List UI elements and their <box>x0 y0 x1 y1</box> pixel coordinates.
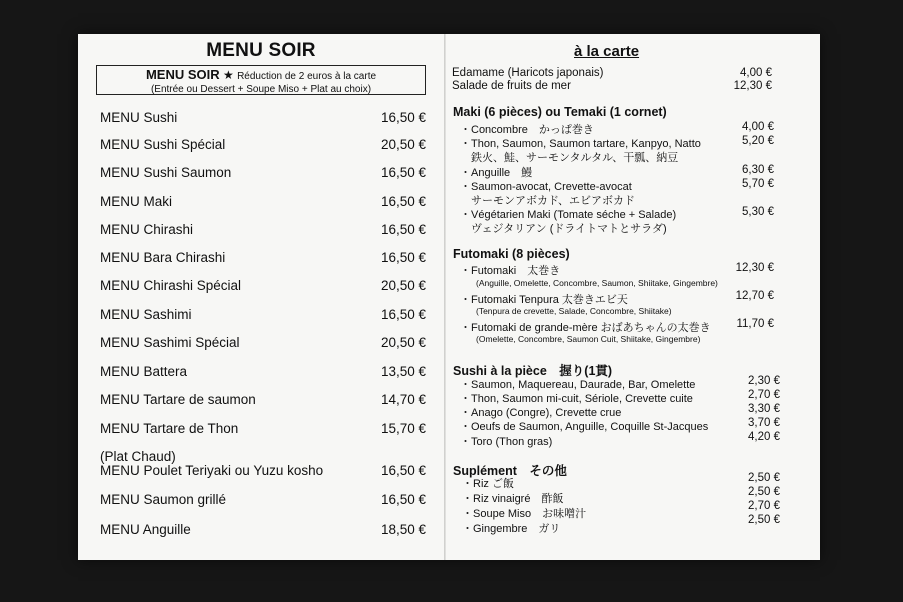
right-page <box>446 34 820 560</box>
item-price: 2,50 € <box>748 486 780 498</box>
promo-box <box>96 65 426 95</box>
item-price: 12,30 € <box>735 262 774 274</box>
menu-item-price: 20,50 € <box>380 278 426 293</box>
section-heading: Suplément その他 <box>453 464 567 478</box>
item-name: ・ Anago (Congre), Crevette crue <box>460 404 621 420</box>
item-price: 4,20 € <box>748 431 780 443</box>
item-name: ・ Saumon-avocat, Crevette-avocat <box>460 178 632 194</box>
list-item <box>452 67 772 81</box>
item-price: 11,70 € <box>736 318 774 330</box>
item-price: 5,70 € <box>742 178 774 190</box>
menu-item-name: MENU Tartare de saumon <box>100 392 256 407</box>
list-item <box>452 80 772 94</box>
item-japanese: ヴェジタリアン (ドライトマトとサラダ) <box>471 223 667 235</box>
item-price: 12,70 € <box>735 290 774 302</box>
page-title: MENU SOIR <box>206 40 316 61</box>
section-heading: Sushi à la pièce 握り(1貫) <box>453 364 613 378</box>
menu-item-price: 16,50 € <box>380 165 426 180</box>
menu-item-price: 16,50 € <box>380 222 426 237</box>
menu-item-name: MENU Anguille <box>100 522 191 537</box>
item-name: ・ Végétarien Maki (Tomate séche + Salade) <box>460 206 676 222</box>
item-price: 5,30 € <box>742 206 774 218</box>
item-ingredients: (Anguille, Omelette, Concombre, Saumon, Shiitake, Gingembre) <box>476 278 718 288</box>
item-ingredients: (Tenpura de crevette, Salade, Concombre, Shiitake) <box>476 306 672 316</box>
star-icon: ★ <box>222 68 234 82</box>
item-price: 3,30 € <box>748 403 780 415</box>
menu-item-name: MENU Bara Chirashi <box>100 250 226 265</box>
menu-item-price: 16,50 € <box>380 194 426 209</box>
item-name: ・ Anguille 鰻 <box>460 164 532 180</box>
item-name: ・ Gingembre ガリ <box>462 520 560 536</box>
promo-subtext: (Entrée ou Dessert + Soupe Miso + Plat au choix) <box>150 84 372 95</box>
item-price: 4,00 € <box>740 67 772 79</box>
item-name: ・ Soupe Miso お味噌汁 <box>462 505 586 521</box>
item-price: 2,70 € <box>748 500 780 512</box>
menu-item-price: 13,50 € <box>380 364 426 379</box>
menu-item-name: MENU Chirashi Spécial <box>100 278 242 293</box>
item-japanese: 鉄火、鮭、サーモンタルタル、干瓢、納豆 <box>471 152 679 164</box>
item-japanese: サーモンアボカド、エビアボカド <box>471 195 636 207</box>
item-price: 2,50 € <box>748 472 780 484</box>
page-title: à la carte <box>574 43 640 60</box>
menu-item-price: 18,50 € <box>380 522 426 537</box>
menu-item-name: MENU Maki <box>100 194 173 209</box>
item-name: ・ Saumon, Maquereau, Daurade, Bar, Omelette <box>460 376 695 392</box>
item-name: ・ Concombre かっぱ巻き <box>460 121 594 137</box>
item-name: ・ Thon, Saumon, Saumon tartare, Kanpyo, Natto <box>460 135 701 151</box>
item-name: ・ Riz ご飯 <box>462 475 514 491</box>
item-ingredients: (Omelette, Concombre, Saumon Cuit, Shiitake, Gingembre) <box>476 334 701 344</box>
item-name: ・ Toro (Thon gras) <box>460 433 552 449</box>
item-name: ・ Futomaki Tenpura 太巻きエビ天 <box>460 291 628 307</box>
item-name: ・ Riz vinaigré 酢飯 <box>462 490 563 506</box>
menu-item-price: 16,50 € <box>380 110 426 125</box>
section-heading: Futomaki (8 pièces) <box>453 247 570 261</box>
left-page <box>78 34 444 560</box>
item-price: 2,50 € <box>748 514 780 526</box>
menu-item-name: MENU Sashimi Spécial <box>100 335 240 350</box>
item-price: 2,70 € <box>748 389 780 401</box>
menu-item-name: MENU Saumon grillé <box>100 492 227 507</box>
menu-item-name: MENU Poulet Teriyaki ou Yuzu kosho <box>100 463 324 478</box>
item-name: Edamame (Haricots japonais) <box>452 67 604 79</box>
promo-text: Réduction de 2 euros à la carte <box>237 71 377 82</box>
menu-item-price: 16,50 € <box>380 250 426 265</box>
menu-item-price: 20,50 € <box>380 137 426 152</box>
menu-item-name: MENU Sushi Saumon <box>100 165 232 180</box>
item-price: 3,70 € <box>748 417 780 429</box>
promo-bold: MENU SOIR <box>145 67 220 82</box>
menu-item-price: 16,50 € <box>380 463 426 478</box>
menu-item-name: (Plat Chaud) <box>100 449 176 464</box>
item-price: 5,20 € <box>742 135 774 147</box>
item-name: ・ Futomaki 太巻き <box>460 262 560 278</box>
menu-item-price: 20,50 € <box>380 335 426 350</box>
item-price: 6,30 € <box>742 164 774 176</box>
item-name: Salade de fruits de mer <box>452 80 571 92</box>
promo-line <box>97 66 425 83</box>
item-name: ・ Oeufs de Saumon, Anguille, Coquille St-Jacques <box>460 418 708 434</box>
menu-item-name: MENU Tartare de Thon <box>100 421 239 436</box>
menu-item-price: 14,70 € <box>380 392 426 407</box>
menu-item-price: 16,50 € <box>380 307 426 322</box>
menu-item-name: MENU Sushi Spécial <box>100 137 226 152</box>
item-price: 12,30 € <box>733 80 772 92</box>
item-name: ・ Thon, Saumon mi-cuit, Sériole, Crevette cuite <box>460 390 693 406</box>
item-price: 4,00 € <box>742 121 774 133</box>
section-heading: Maki (6 pièces) ou Temaki (1 cornet) <box>453 105 667 119</box>
menu-item-name: MENU Chirashi <box>100 222 194 237</box>
menu-item-name: MENU Battera <box>100 364 188 379</box>
menu-item-price: 15,70 € <box>380 421 426 436</box>
menu-item-name: MENU Sashimi <box>100 307 192 322</box>
item-name: ・ Futomaki de grande-mère おばあちゃんの太巻き <box>460 319 711 335</box>
item-price: 2,30 € <box>748 375 780 387</box>
menu-item-name: MENU Sushi <box>100 110 178 125</box>
menu-item-price: 16,50 € <box>380 492 426 507</box>
